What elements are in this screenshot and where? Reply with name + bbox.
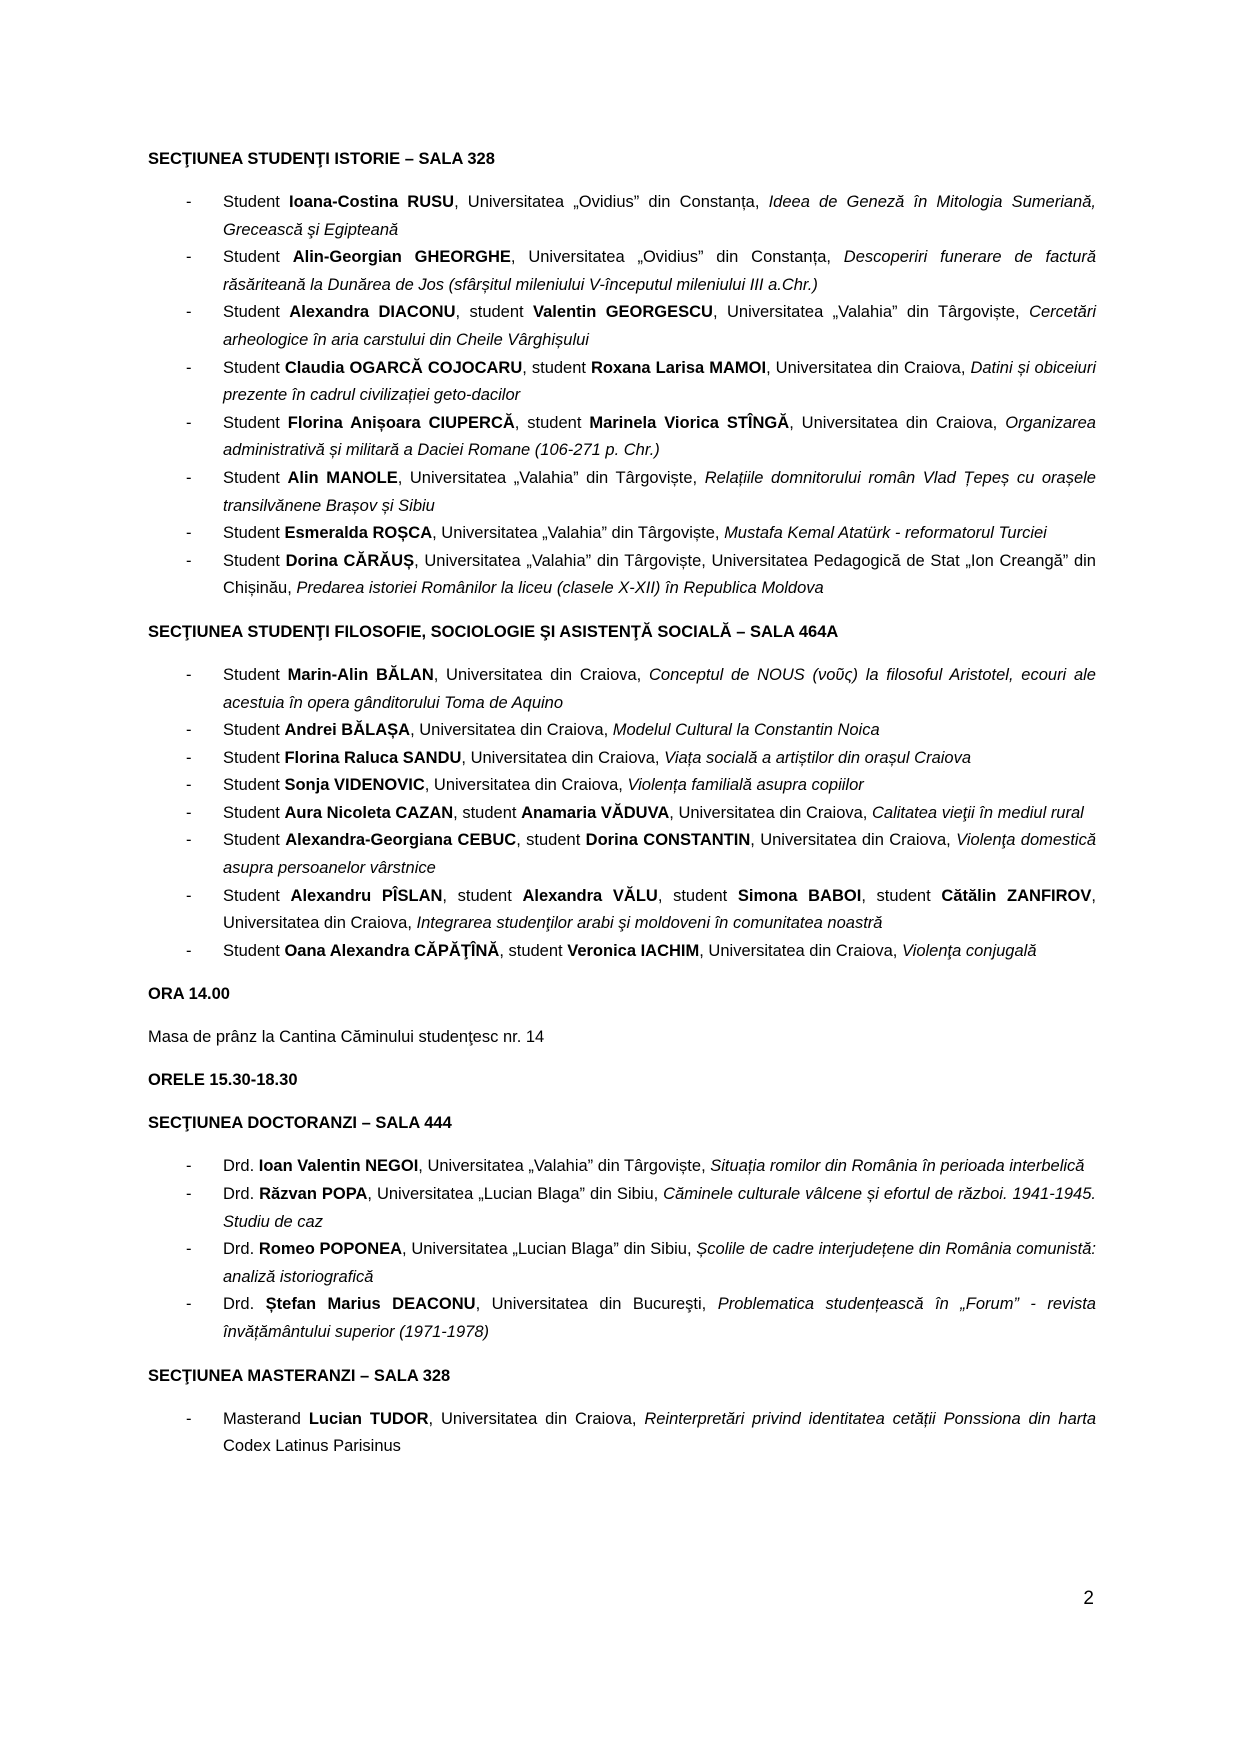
section-doctoranzi <box>148 1110 1096 1346</box>
dash-bullet: - <box>186 665 192 684</box>
item-text: Student <box>223 248 293 267</box>
author-name: Alexandra DIACONU <box>289 303 456 322</box>
dash-bullet: - <box>186 941 192 960</box>
page-number: 2 <box>1083 1588 1094 1609</box>
dash-bullet: - <box>186 803 192 822</box>
author-name: Romeo POPONEA <box>258 1240 403 1259</box>
item-text: Student <box>223 886 291 905</box>
list-item <box>148 1406 1096 1461</box>
item-text: Student <box>223 193 290 211</box>
dash-bullet: - <box>186 748 192 767</box>
presentation-title: Reinterpretări privind identitatea cetății Ponssiona din harta <box>644 1409 1096 1428</box>
item-text: , Universitatea din Craiova, <box>750 831 957 850</box>
dash-bullet: - <box>186 468 192 487</box>
item-text: Drd. <box>223 1295 266 1314</box>
list-item <box>148 938 1096 966</box>
section-heading: SECŢIUNEA STUDENŢI FILOSOFIE, SOCIOLOGIE ŞI ASISTENŢĂ SOCIALĂ – SALA 464A <box>148 622 839 641</box>
list-item <box>148 244 1096 299</box>
author-name: Esmeralda ROȘCA <box>284 524 433 543</box>
author-name: Răzvan POPA <box>259 1185 368 1204</box>
list-item <box>148 1181 1096 1236</box>
dash-bullet: - <box>186 303 192 322</box>
list-item <box>148 1291 1096 1346</box>
item-text: , Universitatea din Bucureşti, <box>475 1295 718 1314</box>
list-item <box>148 827 1096 882</box>
presentation-list <box>148 189 1096 603</box>
presentation-title: Mustafa Kemal Atatürk - reformatorul Turciei <box>724 524 1047 543</box>
item-text: , Universitatea din Craiova, <box>223 886 1096 933</box>
item-text: , student <box>442 886 523 905</box>
item-text: Student <box>223 358 285 377</box>
list-item <box>148 189 1096 244</box>
item-text: Drd. <box>223 1240 259 1259</box>
item-text: , student <box>455 303 534 322</box>
presentation-list <box>148 662 1096 966</box>
author-name: Sonja VIDENOVIC <box>284 776 425 795</box>
presentation-title: Violența familială asupra copiilor <box>627 776 864 795</box>
author-name: Marin-Alin BĂLAN <box>287 665 434 684</box>
list-item <box>148 662 1096 717</box>
author-name: Claudia OGARCĂ COJOCARU <box>284 358 523 377</box>
item-text: , Universitatea din Craiova, <box>424 776 628 795</box>
item-text: Student <box>223 803 285 822</box>
lunch-time-heading: ORA 14.00 <box>148 985 230 1004</box>
item-text: , Universitatea „Lucian Blaga” din Sibiu, <box>367 1185 664 1204</box>
author-name: Simona BABOI <box>737 886 862 905</box>
dash-bullet: - <box>186 776 192 795</box>
list-item <box>148 465 1096 520</box>
author-name: Dorina CONSTANTIN <box>585 831 751 850</box>
item-text: , student <box>453 803 522 822</box>
presentation-title: Descoperiri funerare de factură răsăriteană la Dunărea de Jos (sfârșitul mileniului V-începutul mileniului III a.Chr.) <box>223 248 1096 294</box>
author-name: Aura Nicoleta CAZAN <box>284 803 454 822</box>
item-text: , Universitatea „Valahia” din Târgoviște, <box>712 303 1030 322</box>
item-text: , Universitatea „Ovidius” din Constanța, <box>454 193 769 211</box>
dash-bullet: - <box>186 1409 192 1428</box>
list-item <box>148 1153 1096 1181</box>
item-text: , Universitatea din Craiova, <box>461 748 665 767</box>
dash-bullet: - <box>186 1185 192 1204</box>
item-text: , Universitatea „Valahia” din Târgoviște, Universitatea Pedagogică de Stat „Ion Creangă” din Chișinău, <box>223 551 1096 598</box>
list-item <box>148 717 1096 745</box>
presentation-title: Calitatea vieţii în mediul rural <box>871 803 1084 822</box>
dash-bullet: - <box>186 524 192 543</box>
author-name: Dorina CĂRĂUȘ <box>285 551 415 570</box>
item-text: Drd. <box>223 1157 259 1176</box>
item-text: , Universitatea din Craiova, <box>433 665 649 684</box>
author-name: Oana Alexandra CĂPĂŢÎNĂ <box>284 941 500 960</box>
item-text: , student <box>516 831 586 850</box>
dash-bullet: - <box>186 358 192 377</box>
dash-bullet: - <box>186 551 192 570</box>
section-studenti-filosofie <box>148 619 1096 966</box>
item-text: , Universitatea „Valahia” din Târgoviște, <box>432 524 725 543</box>
presentation-list <box>148 1406 1096 1461</box>
dash-bullet: - <box>186 886 192 905</box>
item-text: , Universitatea din Craiova, <box>789 413 1006 432</box>
presentation-title: Organizarea administrativă și militară a Daciei Romane (106-271 p. Chr.) <box>223 413 1096 460</box>
section-heading: SECŢIUNEA STUDENŢI ISTORIE – SALA 328 <box>148 150 495 168</box>
presentation-title: Relațiile domnitorului român Vlad Țepeș cu orașele transilvănene Brașov și Sibiu <box>223 468 1096 515</box>
item-text: , student <box>657 886 738 905</box>
dash-bullet: - <box>186 1157 192 1176</box>
item-text: , student <box>861 886 942 905</box>
item-text: Student <box>223 413 288 432</box>
section-masteranzi <box>148 1363 1096 1461</box>
presentation-title: Modelul Cultural la Constantin Noica <box>612 721 880 740</box>
item-text: , Universitatea din Craiova, <box>669 803 872 822</box>
item-text: Student <box>223 303 290 322</box>
list-item <box>148 883 1096 938</box>
lunch-text: Masa de prânz la Cantina Căminului studenţesc nr. 14 <box>148 1028 545 1047</box>
item-text: Codex Latinus Parisinus <box>223 1437 401 1456</box>
presentation-title: Școlile de cadre interjudețene din România comunistă: analiză istoriografică <box>223 1240 1096 1286</box>
list-item <box>148 520 1096 548</box>
dash-bullet: - <box>186 248 192 267</box>
item-text: , Universitatea din Craiova, <box>410 721 613 740</box>
author-name: Ioan Valentin NEGOI <box>258 1157 419 1176</box>
list-item <box>148 548 1096 603</box>
list-item <box>148 299 1096 354</box>
presentation-title: Problematica studențească în „Forum” - revista învățământului superior (1971-1978) <box>223 1295 1096 1341</box>
dash-bullet: - <box>186 1240 192 1259</box>
list-item <box>148 1236 1096 1291</box>
list-item <box>148 800 1096 828</box>
item-text: , Universitatea din Craiova, <box>428 1409 645 1428</box>
afternoon-time-heading: ORELE 15.30-18.30 <box>148 1071 298 1090</box>
author-name: Alin MANOLE <box>287 468 398 487</box>
presentation-title: Cercetări arheologice în aria carstului din Cheile Vârghișului <box>223 303 1096 349</box>
item-text: Student <box>223 524 285 543</box>
author-name: Cătălin ZANFIROV <box>941 886 1092 905</box>
item-text: Drd. <box>223 1185 260 1204</box>
list-item <box>148 772 1096 800</box>
item-text: , student <box>514 413 590 432</box>
dash-bullet: - <box>186 193 192 211</box>
section-studenti-istorie <box>148 146 1096 603</box>
item-text: , student <box>522 358 591 377</box>
item-text: Masterand <box>223 1409 309 1428</box>
item-text: , Universitatea din Craiova, <box>699 941 902 960</box>
list-item <box>148 355 1096 410</box>
presentation-title: Viața socială a artiștilor din orașul Craiova <box>664 748 972 767</box>
list-item <box>148 745 1096 773</box>
item-text: Student <box>223 468 288 487</box>
author-name: Alexandra-Georgiana CEBUC <box>285 831 517 850</box>
presentation-title: Violenţa domestică asupra persoanelor vârstnice <box>223 831 1096 878</box>
author-name: Alin-Georgian GHEORGHE <box>292 248 511 267</box>
page-content <box>148 146 1096 1477</box>
item-text: , Universitatea „Ovidius” din Constanța, <box>510 248 844 267</box>
author-name: Florina Anișoara CIUPERCĂ <box>287 413 515 432</box>
author-name: Marinela Viorica STÎNGĂ <box>589 413 790 432</box>
item-text: , Universitatea „Lucian Blaga” din Sibiu, <box>402 1240 697 1259</box>
author-name: Roxana Larisa MAMOI <box>591 358 767 377</box>
author-name: Ștefan Marius DEACONU <box>265 1295 476 1314</box>
author-name: Lucian TUDOR <box>308 1409 429 1428</box>
dash-bullet: - <box>186 1295 192 1314</box>
presentation-title: Conceptul de NOUS (νοῦς) la filosoful Aristotel, ecouri ale acestuia în opera gânditorului Toma de Aquino <box>223 665 1096 712</box>
dash-bullet: - <box>186 413 192 432</box>
item-text: , Universitatea „Valahia” din Târgoviște, <box>418 1157 711 1176</box>
author-name: Alexandru PÎSLAN <box>290 886 443 905</box>
item-text: , Universitatea „Valahia” din Târgoviște, <box>397 468 705 487</box>
author-name: Valentin GEORGESCU <box>533 303 713 322</box>
dash-bullet: - <box>186 831 192 850</box>
dash-bullet: - <box>186 721 192 740</box>
item-text: Student <box>223 551 286 570</box>
list-item <box>148 410 1096 465</box>
presentation-title: Datini și obiceiuri prezente în cadrul civilizației geto-dacilor <box>223 358 1096 405</box>
item-text: Student <box>223 941 285 960</box>
presentation-title: Căminele culturale vâlcene și efortul de război. 1941-1945. Studiu de caz <box>223 1185 1096 1231</box>
item-text: , Universitatea din Craiova, <box>766 358 971 377</box>
presentation-title: Situația romilor din România în perioada interbelică <box>710 1157 1085 1176</box>
item-text: Student <box>223 748 285 767</box>
author-name: Andrei BĂLAȘA <box>284 721 411 740</box>
author-name: Anamaria VĂDUVA <box>521 803 670 822</box>
item-text: Student <box>223 665 288 684</box>
author-name: Alexandra VĂLU <box>522 886 658 905</box>
author-name: Ioana-Costina RUSU <box>289 193 455 211</box>
section-heading: SECŢIUNEA MASTERANZI – SALA 328 <box>148 1366 451 1385</box>
presentation-title: Ideea de Geneză în Mitologia Sumeriană, Grecească şi Egipteană <box>223 193 1096 239</box>
section-heading: SECŢIUNEA DOCTORANZI – SALA 444 <box>148 1114 452 1133</box>
presentation-list <box>148 1153 1096 1346</box>
item-text: , student <box>499 941 568 960</box>
item-text: Student <box>223 721 285 740</box>
presentation-title: Integrarea studenţilor arabi şi moldoveni în comunitatea noastră <box>416 914 883 933</box>
presentation-title: Violenţa conjugală <box>901 941 1037 960</box>
item-text: Student <box>223 776 285 795</box>
item-text: Student <box>223 831 286 850</box>
presentation-title: Predarea istoriei Românilor la liceu (clasele X-XII) în Republica Moldova <box>296 579 824 598</box>
author-name: Veronica IACHIM <box>567 941 700 960</box>
author-name: Florina Raluca SANDU <box>284 748 462 767</box>
